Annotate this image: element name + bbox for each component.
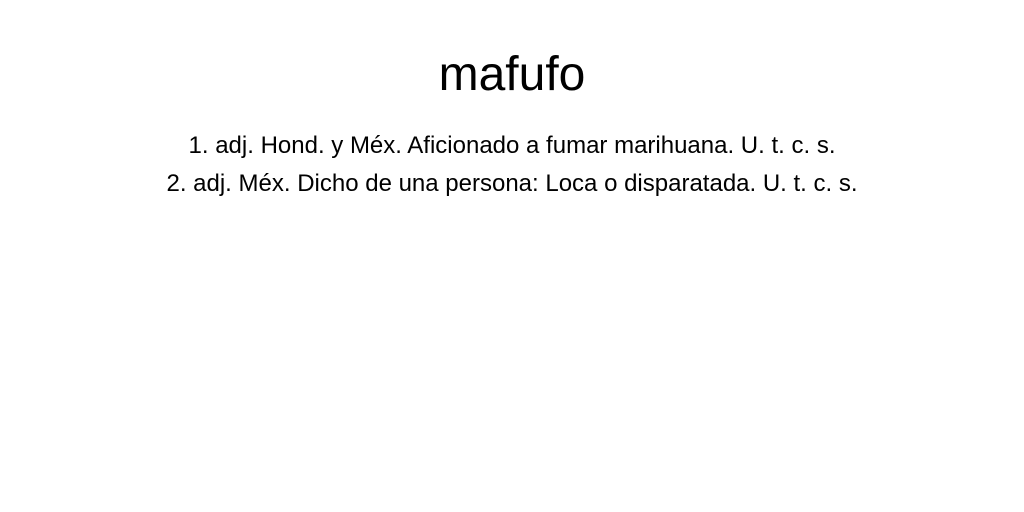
definition-1: 1. adj. Hond. y Méx. Aficionado a fumar marihuana. U. t. c. s.: [188, 132, 836, 159]
definitions-list: [0, 127, 1024, 203]
definition-2: 2. adj. Méx. Dicho de una persona: Loca o disparatada. U. t. c. s.: [166, 170, 858, 197]
entry-headword: mafufo: [438, 48, 586, 101]
